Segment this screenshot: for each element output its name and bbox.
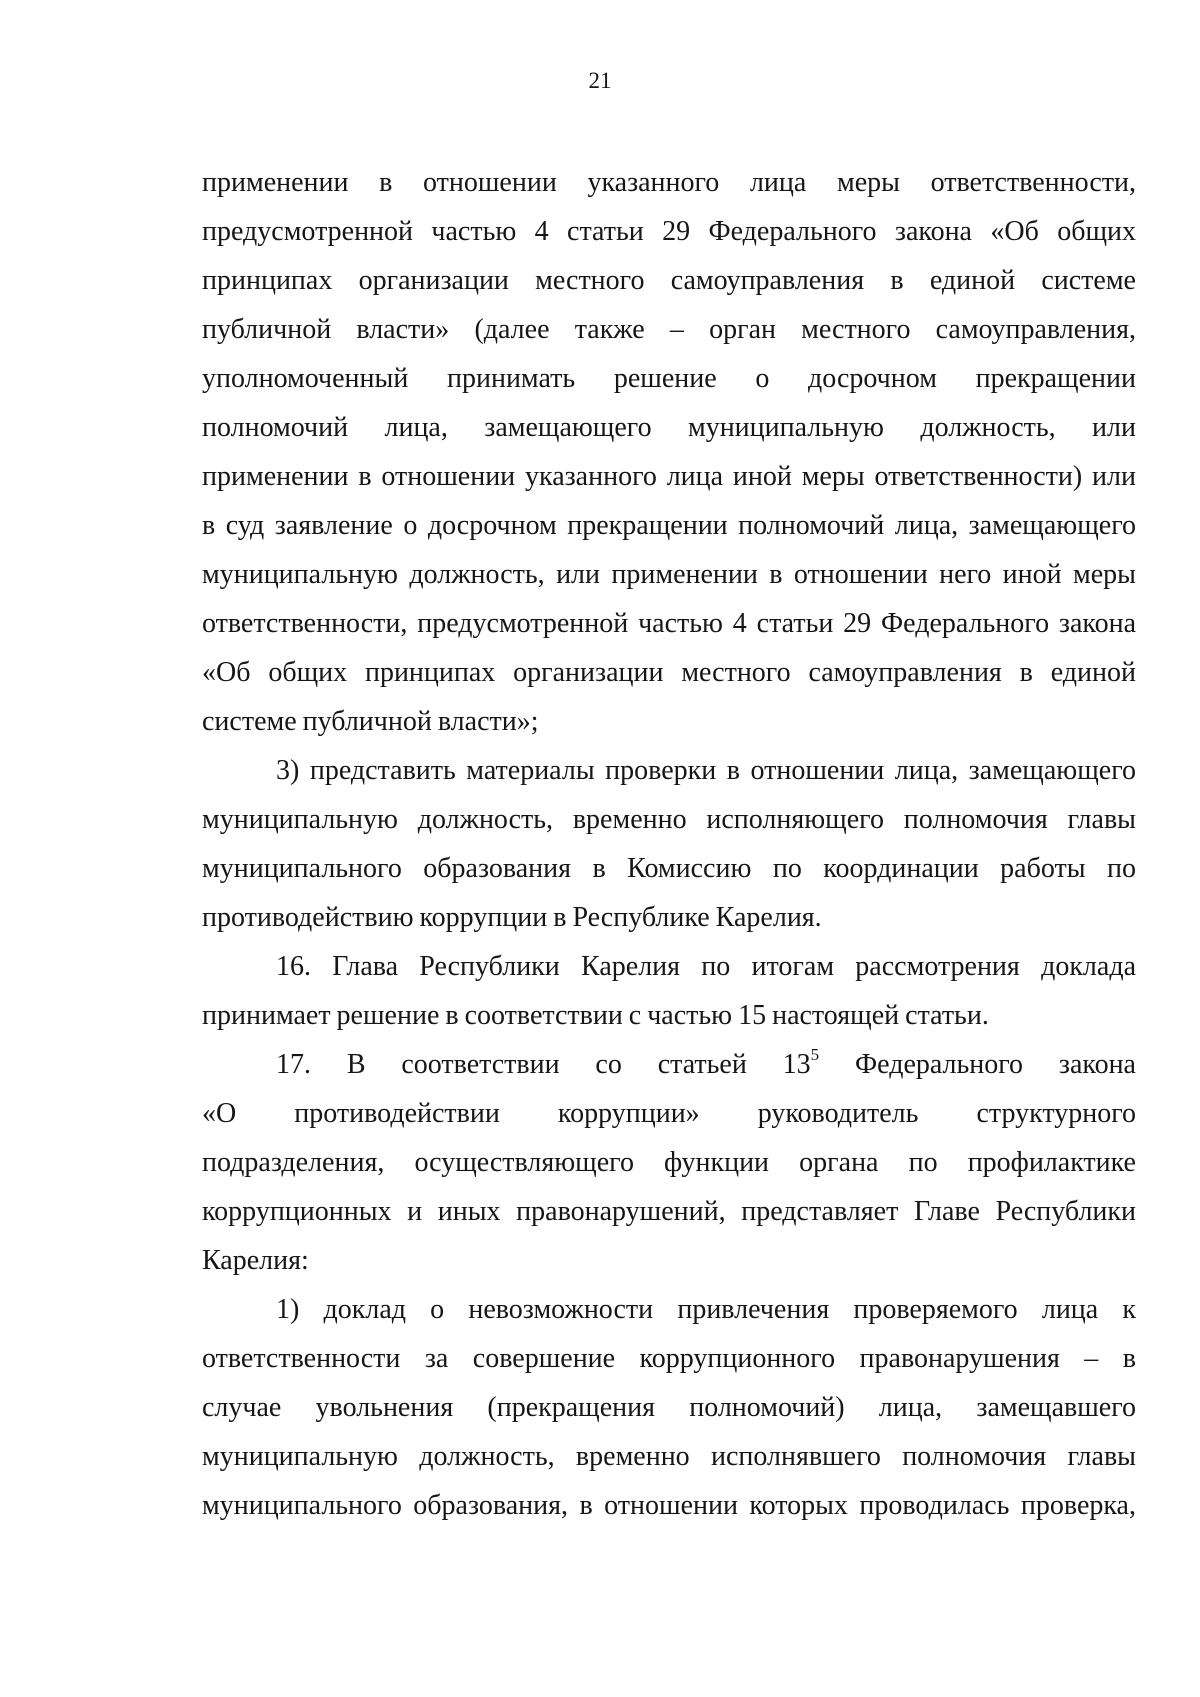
p5-line: муниципального образования, в отношении которых проводилась проверка,: [202, 1490, 1136, 1521]
line-text: 17. В соответствии со статьей 13: [276, 1049, 811, 1080]
p1-line: «Об общих принципах организации местного самоуправления в единой: [202, 657, 1136, 688]
p2-line: 3) представить материалы проверки в отношении лица, замещающего: [276, 755, 1136, 786]
p2-line: противодействию коррупции в Республике Карелия.: [202, 902, 822, 933]
p5-line: случае увольнения (прекращения полномочий) лица, замещавшего: [202, 1392, 1136, 1423]
document-body: [202, 158, 1136, 1530]
p4-line: коррупционных и иных правонарушений, представляет Главе Республики: [202, 1196, 1136, 1227]
p5-line: ответственности за совершение коррупционного правонарушения – в: [202, 1343, 1136, 1374]
p2-line: муниципального образования в Комиссию по координации работы по: [202, 853, 1136, 884]
p1-line: публичной власти» (далее также – орган местного самоуправления,: [202, 314, 1136, 345]
p4-line: Карелия:: [202, 1245, 309, 1276]
p1-line: системе публичной власти»;: [202, 706, 539, 737]
p1-line: применении в отношении указанного лица иной меры ответственности) или: [202, 461, 1136, 492]
p1-line: принципах организации местного самоуправления в единой системе: [202, 265, 1136, 296]
p4-line: подразделения, осуществляющего функции органа по профилактике: [202, 1147, 1136, 1178]
p3-line: 16. Глава Республики Карелия по итогам рассмотрения доклада: [276, 951, 1136, 982]
line-text: Федерального закона: [819, 1049, 1136, 1080]
p1-line: в суд заявление о досрочном прекращении полномочий лица, замещающего: [202, 510, 1136, 541]
page-number: 21: [588, 68, 612, 93]
p4-line: «О противодействии коррупции» руководитель структурного: [202, 1098, 1136, 1129]
p1-line: полномочий лица, замещающего муниципальную должность, или: [202, 412, 1136, 443]
p4-line: [202, 1040, 1136, 1089]
p2-line: муниципальную должность, временно исполняющего полномочия главы: [202, 804, 1136, 835]
p1-line: уполномоченный принимать решение о досрочном прекращении: [202, 363, 1136, 394]
p5-line: муниципальную должность, временно исполнявшего полномочия главы: [202, 1441, 1136, 1472]
p3-line: принимает решение в соответствии с частью 15 настоящей статьи.: [202, 1000, 989, 1031]
superscript: 5: [810, 1045, 820, 1064]
p1-line: применении в отношении указанного лица меры ответственности,: [202, 167, 1136, 198]
p5-line: 1) доклад о невозможности привлечения проверяемого лица к: [276, 1294, 1136, 1325]
p1-line: предусмотренной частью 4 статьи 29 Федерального закона «Об общих: [202, 216, 1136, 247]
p1-line: муниципальную должность, или применении в отношении него иной меры: [202, 559, 1136, 590]
p1-line: ответственности, предусмотренной частью 4 статьи 29 Федерального закона: [202, 608, 1136, 639]
